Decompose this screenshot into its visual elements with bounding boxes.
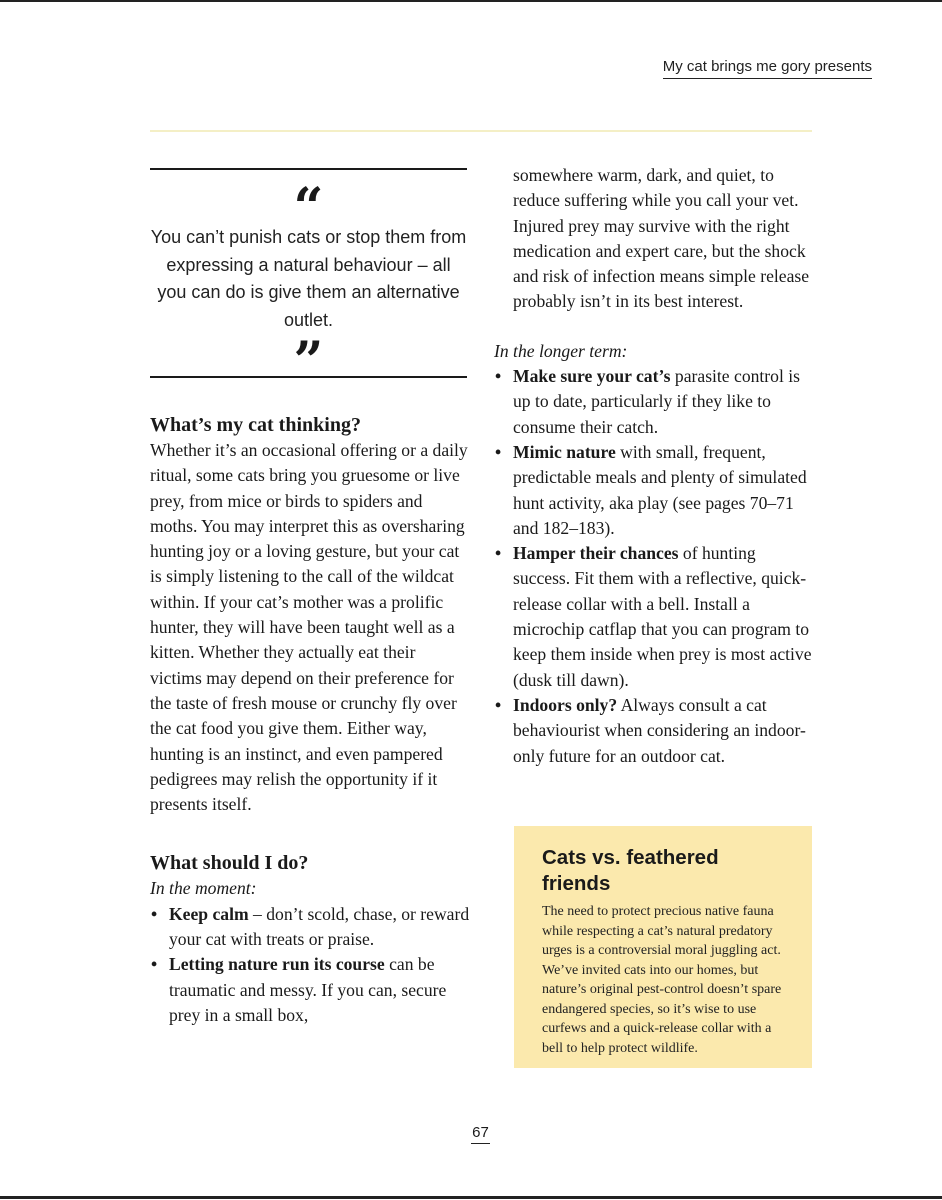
bullet-text: – don’t scold, chase, or reward your cat with treats or praise. <box>169 903 470 950</box>
left-column <box>150 168 470 1028</box>
longer-term-lead: In the longer term: <box>494 340 628 361</box>
top-frame-line <box>0 0 942 2</box>
bullet-text: parasite control is up to date, particularly if they like to consume their catch. <box>513 366 800 437</box>
pull-quote <box>150 168 467 392</box>
list-item <box>150 952 470 1028</box>
section-heading-what-to-do: What should I do? <box>150 852 309 875</box>
bullet-text: with small, frequent, predictable meals and plenty of simulated hunt activity, aka play (see pages 70–71 and 182–183). <box>513 441 807 538</box>
section-body-thinking: Whether it’s an occasional offering or a daily ritual, some cats bring you gruesome or live prey, from mice or birds to spiders and moths. You may interpret this as oversharing hunting joy or a loving gesture, but your cat is simply listening to the call of the wildcat within. If your cat’s mother was a prolific hunter, they will have been taught well as a kitten. Whether they actually eat their victims may depend on their preference for the taste of fresh mouse or crunchy fly over the cat food you give them. Either way, hunting is an instinct, and even pampered pedigrees may relish the opportunity if it presents itself. <box>150 440 468 815</box>
longer-term-bullet-list <box>494 364 814 769</box>
list-item <box>494 541 814 693</box>
bottom-frame-line <box>0 1196 942 1199</box>
bullet-text: Always consult a cat behaviourist when considering an indoor-only future for an outdoor cat. <box>513 694 806 766</box>
list-item <box>494 693 814 769</box>
moment-bullet-list <box>150 902 470 1028</box>
sidebar-body: The need to protect precious native fauna while respecting a cat’s natural predatory urges is a controversial moral juggling act. We’ve invited cats into our homes, but nature’s original pest-control doesn’t spare endangered species, so it’s wise to use curfews and a quick-release collar with a bell to help protect wildlife. <box>542 904 782 1056</box>
bullet-bold-text: Indoors only? <box>513 694 618 715</box>
list-item <box>150 902 470 953</box>
sidebar-title: Cats vs. feathered friends <box>542 846 719 895</box>
bullet-bold-text: Hamper their chances <box>513 543 679 564</box>
bullet-bold-text: Make sure your cat’s <box>513 366 671 387</box>
open-quote-icon: “ <box>293 177 324 238</box>
running-head: My cat brings me gory presents <box>663 58 872 79</box>
close-quote-icon: ” <box>293 331 324 392</box>
bullet-bold-text: Mimic nature <box>513 441 616 462</box>
list-item <box>494 440 814 541</box>
accent-rule <box>150 130 812 132</box>
bullet-bold-text: Keep calm <box>169 903 249 924</box>
list-item <box>494 364 814 440</box>
page-number <box>0 1124 942 1144</box>
bullet-continuation: somewhere warm, dark, and quiet, to reduce suffering while you call your vet. Injured prey may survive with the right medication and expert care, but the shock and risk of infection means simple release probably isn’t in its best interest. <box>513 165 810 312</box>
in-the-moment-lead: In the moment: <box>150 878 257 899</box>
section-heading-thinking: What’s my cat thinking? <box>150 414 361 436</box>
bullet-text: of hunting success. Fit them with a reflective, quick-release collar with a bell. Install a microchip catflap that you can program to keep them inside when prey is most active (dusk till dawn). <box>513 543 812 690</box>
sidebar-box <box>514 826 812 1068</box>
bullet-bold-text: Letting nature run its course <box>169 954 385 975</box>
pull-quote-text: You can’t punish cats or stop them from expressing a natural behaviour – all you can do is give them an alternative outlet. <box>150 227 467 330</box>
page-number-text: 67 <box>471 1124 490 1144</box>
bullet-text: can be traumatic and messy. If you can, secure prey in a small box, <box>169 954 447 1025</box>
right-column <box>494 163 814 769</box>
